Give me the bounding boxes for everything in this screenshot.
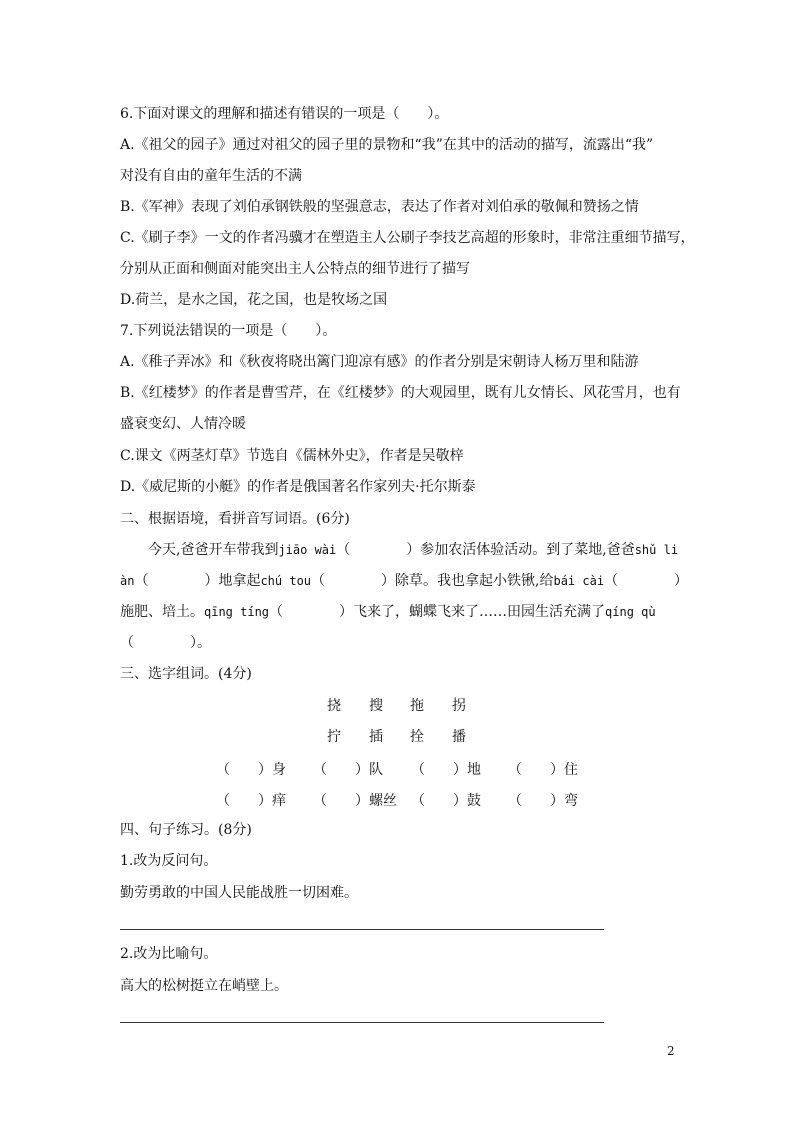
char-option: 拧 <box>327 729 341 745</box>
sentence-q1-text: 勤劳勇敢的中国人民能战胜一切困难。 <box>120 885 358 901</box>
word-blank: （ ）身 <box>216 762 286 778</box>
pinyin-qingqu: qíng qù <box>605 605 656 619</box>
q6-stem: 6.下面对课文的理解和描述有错误的一项是（ ）。 <box>120 106 449 122</box>
answer-line[interactable] <box>120 1022 604 1023</box>
sentence-q2-text: 高大的松树挺立在峭壁上。 <box>120 978 288 994</box>
q6-option-c: C.《刷子李》一文的作者冯骥才在塑造主人公刷子李技艺高超的形象时，非常注重细节描写， <box>120 230 695 246</box>
q7-option-d: D.《威尼斯的小艇》的作者是俄国著名作家列夫·托尔斯泰 <box>120 479 476 495</box>
q7-option-b-cont: 盛衰变幻、人情冷暖 <box>120 416 246 432</box>
char-option: 播 <box>452 729 466 745</box>
word-blank: （ ）螺丝 <box>313 793 397 809</box>
word-blank: （ ）鼓 <box>411 793 481 809</box>
text: （ ）参加农活体验活动。到了菜地,爸爸 <box>336 542 635 558</box>
pinyin-shulian: shǔ li <box>634 543 679 557</box>
word-blank: （ ）痒 <box>216 793 286 809</box>
section2-para-line4: （ ）。 <box>120 635 211 651</box>
pinyin-chutou: chú tou <box>260 574 312 588</box>
section2-para-line3 <box>120 603 656 621</box>
answer-line[interactable] <box>120 929 604 930</box>
q6-option-d: D.荷兰，是水之国，花之国，也是牧场之国 <box>120 292 388 308</box>
word-blank: （ ）住 <box>508 762 578 778</box>
pinyin-shulian-cont: àn <box>120 574 135 588</box>
text: （ ）除草。我也拿起小铁锹,给 <box>311 573 554 589</box>
q7-option-c: C.课文《两茎灯草》节选自《儒林外史》，作者是吴敬梓 <box>120 448 464 464</box>
sentence-q2: 2.改为比喻句。 <box>120 946 218 962</box>
pinyin-jiaowai: jiāo wài <box>278 543 337 557</box>
section2-para-line1 <box>148 541 678 559</box>
q6-option-c-cont: 分别从正面和侧面对能突出主人公特点的细节进行了描写 <box>120 261 470 277</box>
q7-stem: 7.下列说法错误的一项是（ ）。 <box>120 323 337 339</box>
q6-option-a-cont: 对没有自由的童年生活的不满 <box>120 168 302 184</box>
text: （ ）地拿起 <box>134 573 261 589</box>
word-blank: （ ）弯 <box>508 793 578 809</box>
q7-option-a: A.《稚子弄冰》和《秋夜将晓出篱门迎凉有感》的作者分别是宋朝诗人杨万里和陆游 <box>120 354 639 370</box>
char-option: 搜 <box>369 698 383 714</box>
q7-option-b: B.《红楼梦》的作者是曹雪芹，在《红楼梦》的大观园里，既有儿女情长、风花雪月，也有 <box>120 385 681 401</box>
section3-title: 三、选字组词。(4分) <box>120 666 252 682</box>
text: （ ） <box>604 573 689 589</box>
char-option: 拖 <box>410 698 424 714</box>
q6-option-b: B.《军神》表现了刘伯承钢铁般的坚强意志，表达了作者对刘伯承的敬佩和赞扬之情 <box>120 199 639 215</box>
char-option: 插 <box>369 729 383 745</box>
char-option: 拴 <box>410 729 424 745</box>
text: （ ）飞来了，蝴蝶飞来了……田园生活充满了 <box>269 604 606 620</box>
text: 今天,爸爸开车带我到 <box>148 542 279 558</box>
word-blank: （ ）地 <box>411 762 481 778</box>
q6-option-a: A.《祖父的园子》通过对祖父的园子里的景物和“我”在其中的活动的描写，流露出“我” <box>120 137 654 153</box>
word-blank: （ ）队 <box>313 762 383 778</box>
pinyin-qingting: qīng tíng <box>204 605 270 619</box>
char-option: 拐 <box>452 698 466 714</box>
section4-title: 四、句子练习。(8分) <box>120 822 252 838</box>
section2-title: 二、根据语境，看拼音写词语。(6分) <box>120 511 350 527</box>
pinyin-baicai: bái cài <box>553 574 605 588</box>
text: 施肥、培土。 <box>120 604 204 620</box>
section2-para-line2 <box>120 572 688 590</box>
sentence-q1: 1.改为反问句。 <box>120 853 218 869</box>
page-number: 2 <box>667 1044 675 1058</box>
char-option: 挠 <box>327 698 341 714</box>
